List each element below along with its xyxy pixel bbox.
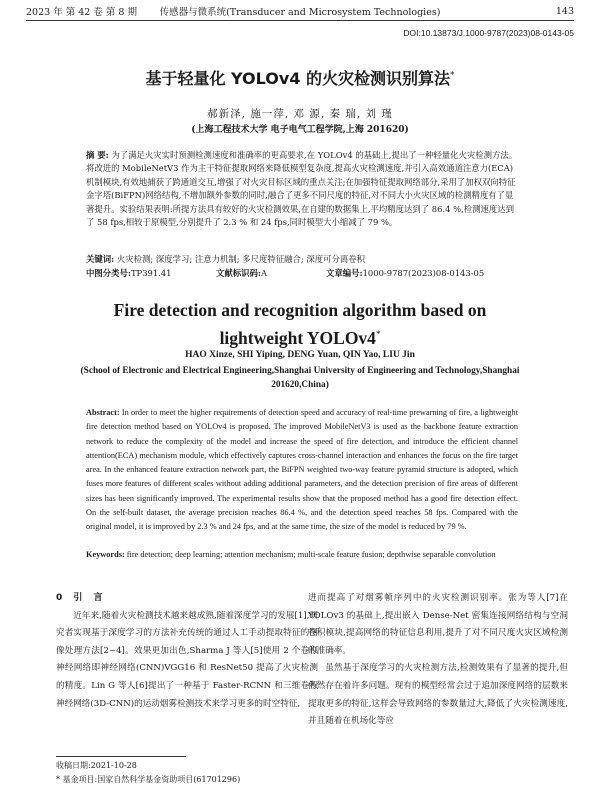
en-abstract-label: Abstract:: [86, 408, 120, 417]
classification-row: [86, 267, 518, 279]
footnote: [56, 756, 306, 787]
doc-code-label: 文献标识码:: [216, 268, 261, 278]
clc-label: 中图分类号:: [86, 268, 131, 278]
intro-paragraph-2: 虽然基于深度学习的火灾检测方法,检测效果有了显著的提升,但仍然存在着许多问题。现有的模型经常会过于追加深度网络的层数来提取更多的特征,这样会导致网络的参数量过大,降低了火灾检测速度,并且随着在机场化等应: [308, 663, 568, 727]
body-left-column: [56, 590, 318, 713]
cn-keywords-text: 火灾检测; 深度学习; 注意力机制; 多尺度特征融合; 深度可分离卷积: [116, 254, 365, 264]
en-authors: HAO Xinze, SHI Yiping, DENG Yuan, QIN Yao, LIU Jin: [185, 350, 415, 360]
en-keywords: [86, 548, 518, 562]
clc-value: TP391.41: [130, 268, 172, 278]
en-abstract: [86, 406, 518, 535]
en-abstract-text: In order to meet the higher requirements of detection speed and accuracy of real-time prewarning of fire, a lightweight fire detection method based on YOLOv4 is proposed. The improved MobileNetV3 is used as the backbone feature extraction network to reduce the complexity of the model and increase the speed of fire detection, and introduce the efficient channel attention(ECA) mechanism module, which effectively captures cross-channel interaction and enhances the focus on the fire target area. In the enhanced feature extraction network part, the BiFPN weighted two-way feature pyramid structure is adopted, which fuses more features of different scales without adding additional parameters, and the detection precision of fire areas of different sizes has been significantly improved. The experimental results show that the proposed method has a good fire detection effect. On the self-built dataset, the average precision reaches 86.4 %, and the detection speed reaches 58 fps. Compared with the original model, it is improved by 2.3 % and 24 fps, and at the same time, the size of the model is reduced by 79 %.: [86, 408, 518, 532]
doc-code-value: A: [260, 268, 268, 278]
cn-abstract-text: 为了满足火灾实时预测检测速度和准确率的更高要求,在 YOLOv4 的基础上,提出了一种轻量化火灾检测方法。将改进的 MobileNetV3 作为主干特征提取网络来降低模型复杂度,提高火灾检测速度,并引入高效通道注意力(ECA)机制模块,有效地捕获了跨通道交互,增强了对火灾目标区域的重点关注;在加强特征提取网络部分,采用了加权双向特征金字塔(BiFPN)网络结构,不增加额外参数的同时,融合了更多不同尺度的特征,对不同大小火灾区域的检测精度有了显著提升。实验结果表明:所提方法具有较好的火灾检测效果,在自建的数据集上,平均精度达到了 86.4 %,检测速度达到了 58 fps,相较于原模型,分别提升了 2.3 % 和 24 fps,同时模型大小缩减了 79 %。: [86, 150, 518, 228]
section-heading-introduction: 0 引 言: [56, 593, 107, 603]
header-issue: 2023 年 第 42 卷 第 8 期: [26, 7, 137, 18]
header-page-number: 143: [555, 5, 574, 17]
footnote-rule: [56, 756, 186, 757]
cn-title: [0, 66, 600, 89]
cn-abstract-label: 摘 要:: [86, 150, 109, 160]
cn-affiliation: (上海工程技术大学 电子电气工程学院,上海 201620): [191, 125, 409, 135]
intro-paragraph: 近年来,随着火灾检测技术越来越成熟,随着深度学习的发展[1],研究者实现基于深度学习的方法补充传统的通过人工手动提取特征的图像处理方法[2~4]。效果更加出色,Sharma J 等人[5]使用 2 个卷积神经网络即神经网络(CNN)VGG16 和 ResNet50 提高了火灾检测的精度。Lin G 等人[6]提出了一种基于 Faster-RCNN 和三维卷积神经网络(3D-CNN)的运动烟雾检测技术来学习更多的时空特征,: [56, 610, 318, 709]
cn-title-mark: *: [450, 70, 455, 81]
en-keywords-text: fire detection; deep learning; attention mechanism; multi-scale feature fusion; depthwise separable convolution: [126, 550, 496, 559]
en-title: [0, 298, 600, 350]
cn-keywords: [86, 253, 518, 266]
footnote-received: 收稿日期:2021-10-28: [56, 761, 137, 770]
en-keywords-label: Keywords:: [86, 550, 125, 559]
cn-title-text: 基于轻量化 YOLOv4 的火灾检测识别算法: [145, 69, 451, 88]
doi: DOI:10.13873/J.1000-9787(2023)08-0143-05: [403, 28, 574, 38]
running-header: [26, 2, 574, 21]
header-journal: 传感器与微系统(Transducer and Microsystem Technologies): [159, 7, 441, 18]
en-title-line1: Fire detection and recognition algorithm based on: [113, 300, 487, 320]
cn-abstract: [86, 149, 518, 229]
cn-authors: 郝新泽, 施一萍, 邓 源, 秦 瑞, 刘 瑾: [207, 108, 393, 120]
intro-paragraph-continued: 进而提高了对烟雾帧序列中的火灾检测识别率。张为等人[7]在 YOLOv3 的基础上,提出嵌入 Dense-Net 密集连接网络结构与空洞卷积模块,提高网络的特征信息利用,提升了对不同尺度火灾区域检测的准确率。: [308, 593, 568, 656]
cn-keywords-label: 关键词:: [86, 254, 115, 264]
en-affiliation: (School of Electronic and Electrical Engineering,Shanghai University of Engineering and Technology,Shanghai 201620,China): [80, 366, 520, 390]
en-title-line2: lightweight YOLOv4: [219, 327, 376, 348]
en-title-mark: *: [375, 329, 381, 339]
article-no-label: 文章编号:: [326, 268, 363, 278]
body-right-column: [308, 590, 568, 731]
article-no-value: 1000-9787(2023)08-0143-05: [362, 268, 485, 278]
footnote-fund: * 基金项目:国家自然科学基金资助项目(61701296): [56, 775, 241, 784]
